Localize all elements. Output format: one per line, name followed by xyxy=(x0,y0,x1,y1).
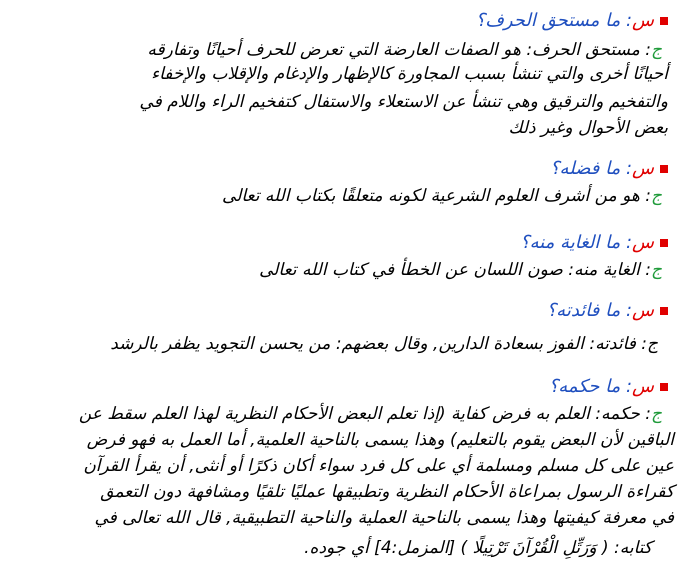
answer-4 xyxy=(110,334,658,354)
bullet-icon xyxy=(660,383,668,391)
answer-5-line-4: كقراءة الرسول بمراعاة الأحكام النظرية وتطبيقها عمليًا تلقيًا ومشافهة دون التعمق xyxy=(100,482,674,502)
answer-5-line-3: عين على كل مسلم ومسلمة أي على كل فرد سواء أكان ذكرًا أو أنثى, أن يقرأ القرآن xyxy=(83,456,674,476)
bullet-icon xyxy=(660,165,668,173)
answer-text: : الغاية منه: صون اللسان عن الخطأ في كتاب الله تعالى xyxy=(259,260,652,280)
answer-1-line-3: والتفخيم والترقيق وهي تنشأ عن الاستعلاء والاستفال كتفخيم الراء واللام في xyxy=(139,92,668,112)
question-prefix: س xyxy=(632,376,654,397)
question-text: : ما مستحق الحرف؟ xyxy=(475,10,633,31)
answer-5-line-5: في معرفة كيفيتها وهذا يسمى بالناحية العملية والناحية التطبيقية, قال الله تعالى في xyxy=(94,508,674,528)
question-prefix: س xyxy=(632,10,654,31)
answer-prefix: ج xyxy=(647,334,658,354)
question-2 xyxy=(550,158,668,179)
answer-prefix: ج xyxy=(651,404,662,424)
question-1 xyxy=(476,10,668,31)
question-5 xyxy=(549,376,668,397)
question-prefix: س xyxy=(632,232,654,253)
question-prefix: س xyxy=(632,300,654,321)
answer-prefix: ج xyxy=(651,186,662,206)
question-4 xyxy=(547,300,668,321)
answer-5-line-6: كتابه: ( وَرَتِّلِ الْقُرْآنَ تَرْتِيلًا ) [المزمل:4] أي جوده. xyxy=(304,538,652,558)
answer-prefix: ج xyxy=(651,260,662,280)
question-prefix: س xyxy=(632,158,654,179)
question-3 xyxy=(520,232,668,253)
answer-5-line-2: الباقين لأن البعض يقوم بالتعليم) وهذا يسمى بالناحية العلمية, أما العمل به فهو فرض xyxy=(86,430,674,450)
answer-text: : فائدته: الفوز بسعادة الدارين, وقال بعضهم: من يحسن التجويد يظفر بالرشد xyxy=(110,334,648,354)
question-text: : ما فائدته؟ xyxy=(546,300,633,321)
answer-2 xyxy=(222,186,662,206)
question-text: : ما الغاية منه؟ xyxy=(520,232,633,253)
question-text: : ما حكمه؟ xyxy=(548,376,633,397)
answer-1-line-2: أحيانًا أخرى والتي تنشأ بسبب المجاورة كالإظهار والإدغام والإقلاب والإخفاء xyxy=(151,64,668,84)
answer-text: : مستحق الحرف: هو الصفات العارضة التي تعرض للحرف أحيانًا وتفارقه xyxy=(147,40,652,60)
bullet-icon xyxy=(660,239,668,247)
answer-text: : هو من أشرف العلوم الشرعية لكونه متعلقًا بكتاب الله تعالى xyxy=(222,186,652,206)
answer-5-line-1 xyxy=(79,404,662,424)
answer-text: : حكمه: العلم به فرض كفاية (إذا تعلم البعض الأحكام النظرية لهذا العلم سقط عن xyxy=(78,404,652,424)
question-text: : ما فضله؟ xyxy=(550,158,633,179)
bullet-icon xyxy=(660,17,668,25)
answer-1-line-1 xyxy=(147,40,662,60)
answer-prefix: ج xyxy=(651,40,662,60)
answer-1-line-4: بعض الأحوال وغير ذلك xyxy=(508,118,668,138)
bullet-icon xyxy=(660,307,668,315)
answer-3 xyxy=(259,260,662,280)
